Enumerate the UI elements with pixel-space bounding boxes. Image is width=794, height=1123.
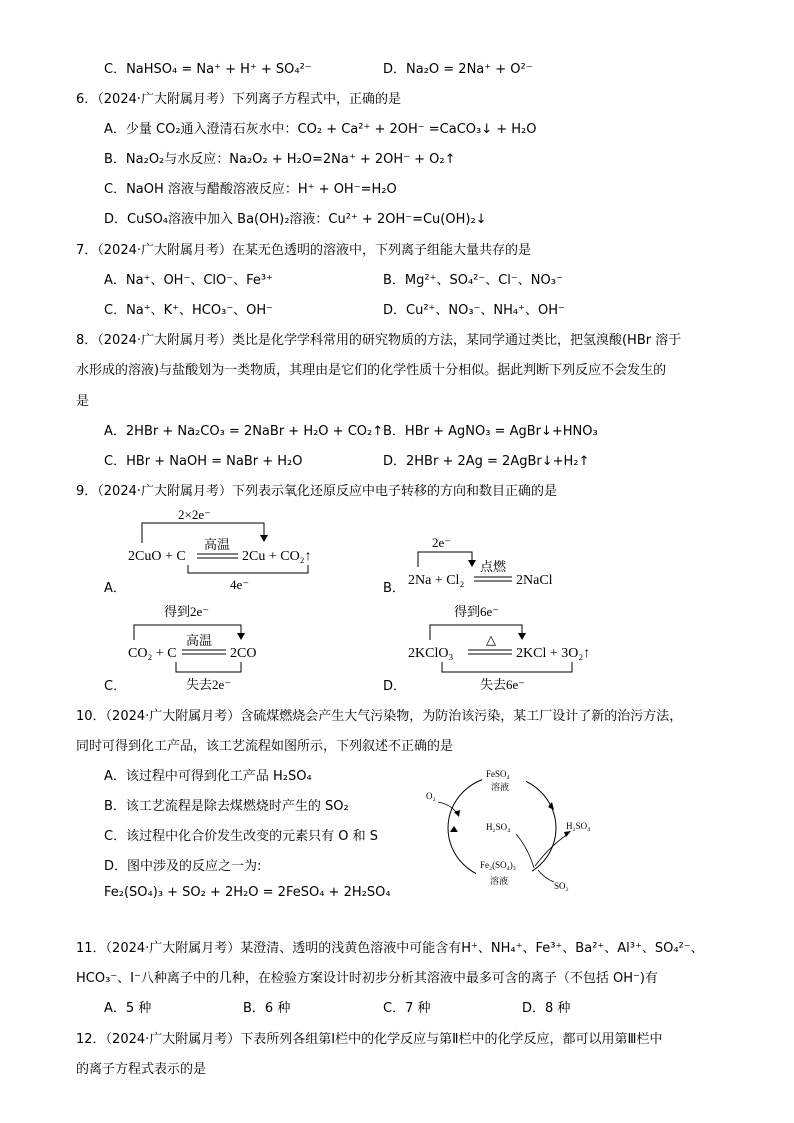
q6-option-d: D．CuSO₄溶液中加入 Ba(OH)₂溶液：Cu²⁺ + 2OH⁻=Cu(OH)₂↓	[104, 212, 487, 227]
q12-stem-line2: 的离子方程式表示的是	[76, 1062, 207, 1077]
q9a-rhs: 2Cu + CO₂↑	[242, 549, 312, 564]
q9b-rhs: 2NaCl	[516, 573, 553, 588]
q10-fe2so43-label: Fe₂(SO₄)₃	[480, 860, 516, 870]
q11-option-d: D．8 种	[522, 1001, 571, 1016]
q7-option-d: D．Cu²⁺、NO₃⁻、NH₄⁺、OH⁻	[383, 303, 565, 318]
q9-label-c: C．	[104, 679, 127, 694]
q7-option-a: A．Na⁺、OH⁻、ClO⁻、Fe³⁺	[104, 273, 273, 288]
q9-diagram-a	[124, 505, 344, 595]
q10-feso4-solution-label: 溶液	[491, 782, 510, 792]
q9b-lhs: 2Na + Cl₂	[408, 573, 465, 588]
q9c-rhs: 2CO	[230, 646, 257, 661]
q9d-rhs: 2KCl + 3O₂↑	[516, 646, 591, 661]
q9b-condition: 点燃	[480, 559, 507, 574]
q9c-lhs: CO₂ + C	[128, 646, 177, 661]
q10-option-b: B．该工艺流程是除去煤燃烧时产生的 SO₂	[104, 799, 349, 814]
q10-process-diagram	[420, 762, 610, 897]
q9a-top-label: 2×2e⁻	[178, 507, 211, 522]
q11-option-c: C．7 种	[383, 1001, 431, 1016]
q9-label-b: B．	[383, 581, 405, 596]
q10-option-a: A．该过程中可得到化工产品 H₂SO₄	[104, 769, 312, 784]
q12-stem-line1: 12．（2024·广大附属月考）下表所列各组第Ⅰ栏中的化学反应与第Ⅱ栏中的化学反应，都可以用第Ⅲ栏中	[76, 1032, 663, 1047]
q9c-top-label: 得到2e⁻	[164, 604, 210, 619]
q7-stem: 7．（2024·广大附属月考）在某无色透明的溶液中，下列离子组能大量共存的是	[76, 243, 531, 258]
q5-option-d: D．Na₂O = 2Na⁺ + O²⁻	[383, 62, 533, 77]
q9b-top-label: 2e⁻	[432, 535, 452, 550]
q9-diagram-d	[404, 600, 604, 695]
q9-stem: 9．（2024·广大附属月考）下列表示氧化还原反应中电子转移的方向和数目正确的是	[76, 484, 557, 499]
q7-option-b: B．Mg²⁺、SO₄²⁻、Cl⁻、NO₃⁻	[383, 273, 563, 288]
q8-option-a: A．2HBr + Na₂CO₃ = 2NaBr + H₂O + CO₂↑	[104, 424, 384, 439]
q10-option-d: D．图中涉及的反应之一为:	[104, 859, 262, 874]
q10-fe2so43-solution-label: 溶液	[490, 876, 509, 886]
q10-feso4-label: FeSO₄	[486, 769, 510, 779]
q6-option-c: C．NaOH 溶液与醋酸溶液反应：H⁺ + OH⁻=H₂O	[104, 182, 397, 197]
q10-h2so4-outer-label: H₂SO₄	[566, 821, 591, 831]
q9c-condition: 高温	[186, 633, 213, 648]
q9a-condition: 高温	[204, 537, 231, 552]
q10-o2-label: O₂	[426, 791, 436, 801]
q5-option-c: C．NaHSO₄ = Na⁺ + H⁺ + SO₄²⁻	[104, 62, 312, 77]
q9d-bottom-label: 失去6e⁻	[480, 677, 526, 692]
q8-stem-line1: 8．（2024·广大附属月考）类比是化学学科常用的研究物质的方法，某同学通过类比，把氢溴酸(HBr 溶于	[76, 333, 682, 348]
q8-stem-line3: 是	[76, 394, 90, 409]
q8-option-b: B．HBr + AgNO₃ = AgBr↓+HNO₃	[383, 424, 598, 439]
q9c-bottom-label: 失去2e⁻	[186, 677, 232, 692]
q9-diagram-b	[404, 535, 584, 595]
q11-stem-line1: 11．（2024·广大附属月考）某澄清、透明的浅黄色溶液中可能含有H⁺、NH₄⁺、Fe³⁺、Ba²⁺、Al³⁺、SO₄²⁻、	[76, 941, 704, 956]
q9-label-d: D．	[383, 679, 407, 694]
q10-option-c: C．该过程中化合价发生改变的元素只有 O 和 S	[104, 829, 378, 844]
q6-option-b: B．Na₂O₂与水反应：Na₂O₂ + H₂O=2Na⁺ + 2OH⁻ + O₂↑	[104, 152, 456, 167]
q11-option-a: A．5 种	[104, 1001, 152, 1016]
q10-stem-line1: 10．（2024·广大附属月考）含硫煤燃烧会产生大气污染物，为防治该污染，某工厂设计了新的治污方法，	[76, 709, 683, 724]
q7-option-c: C．Na⁺、K⁺、HCO₃⁻、OH⁻	[104, 303, 274, 318]
q9d-lhs: 2KClO₃	[408, 646, 454, 661]
q8-stem-line2: 水形成的溶液)与盐酸划为一类物质，其理由是它们的化学性质十分相似。据此判断下列反应不会发生的	[76, 363, 667, 378]
q11-option-b: B．6 种	[243, 1001, 291, 1016]
q11-stem-line2: HCO₃⁻、I⁻八种离子中的几种，在检验方案设计时初步分析其溶液中最多可含的离子（不包括 OH⁻)有	[76, 971, 658, 986]
q10-option-d-equation: Fe₂(SO₄)₃ + SO₂ + 2H₂O = 2FeSO₄ + 2H₂SO₄	[104, 885, 391, 900]
q10-h2so4-inner-label: H₂SO₄	[486, 822, 511, 832]
q9-label-a: A．	[104, 581, 126, 596]
q10-stem-line2: 同时可得到化工产品，该工艺流程如图所示，下列叙述不正确的是	[76, 739, 454, 754]
q6-stem: 6．（2024·广大附属月考）下列离子方程式中，正确的是	[76, 92, 401, 107]
q8-option-c: C．HBr + NaOH = NaBr + H₂O	[104, 454, 303, 469]
q9a-lhs: 2CuO + C	[128, 549, 186, 564]
q9a-bottom-label: 4e⁻	[230, 577, 250, 592]
q9-diagram-c	[124, 600, 284, 695]
q10-so2-label: SO₂	[554, 881, 569, 891]
q9d-top-label: 得到6e⁻	[454, 604, 500, 619]
q8-option-d: D．2HBr + 2Ag = 2AgBr↓+H₂↑	[383, 454, 590, 469]
q9d-condition: △	[486, 632, 496, 647]
q6-option-a: A．少量 CO₂通入澄清石灰水中：CO₂ + Ca²⁺ + 2OH⁻ =CaCO₃↓ + H₂O	[104, 122, 537, 137]
